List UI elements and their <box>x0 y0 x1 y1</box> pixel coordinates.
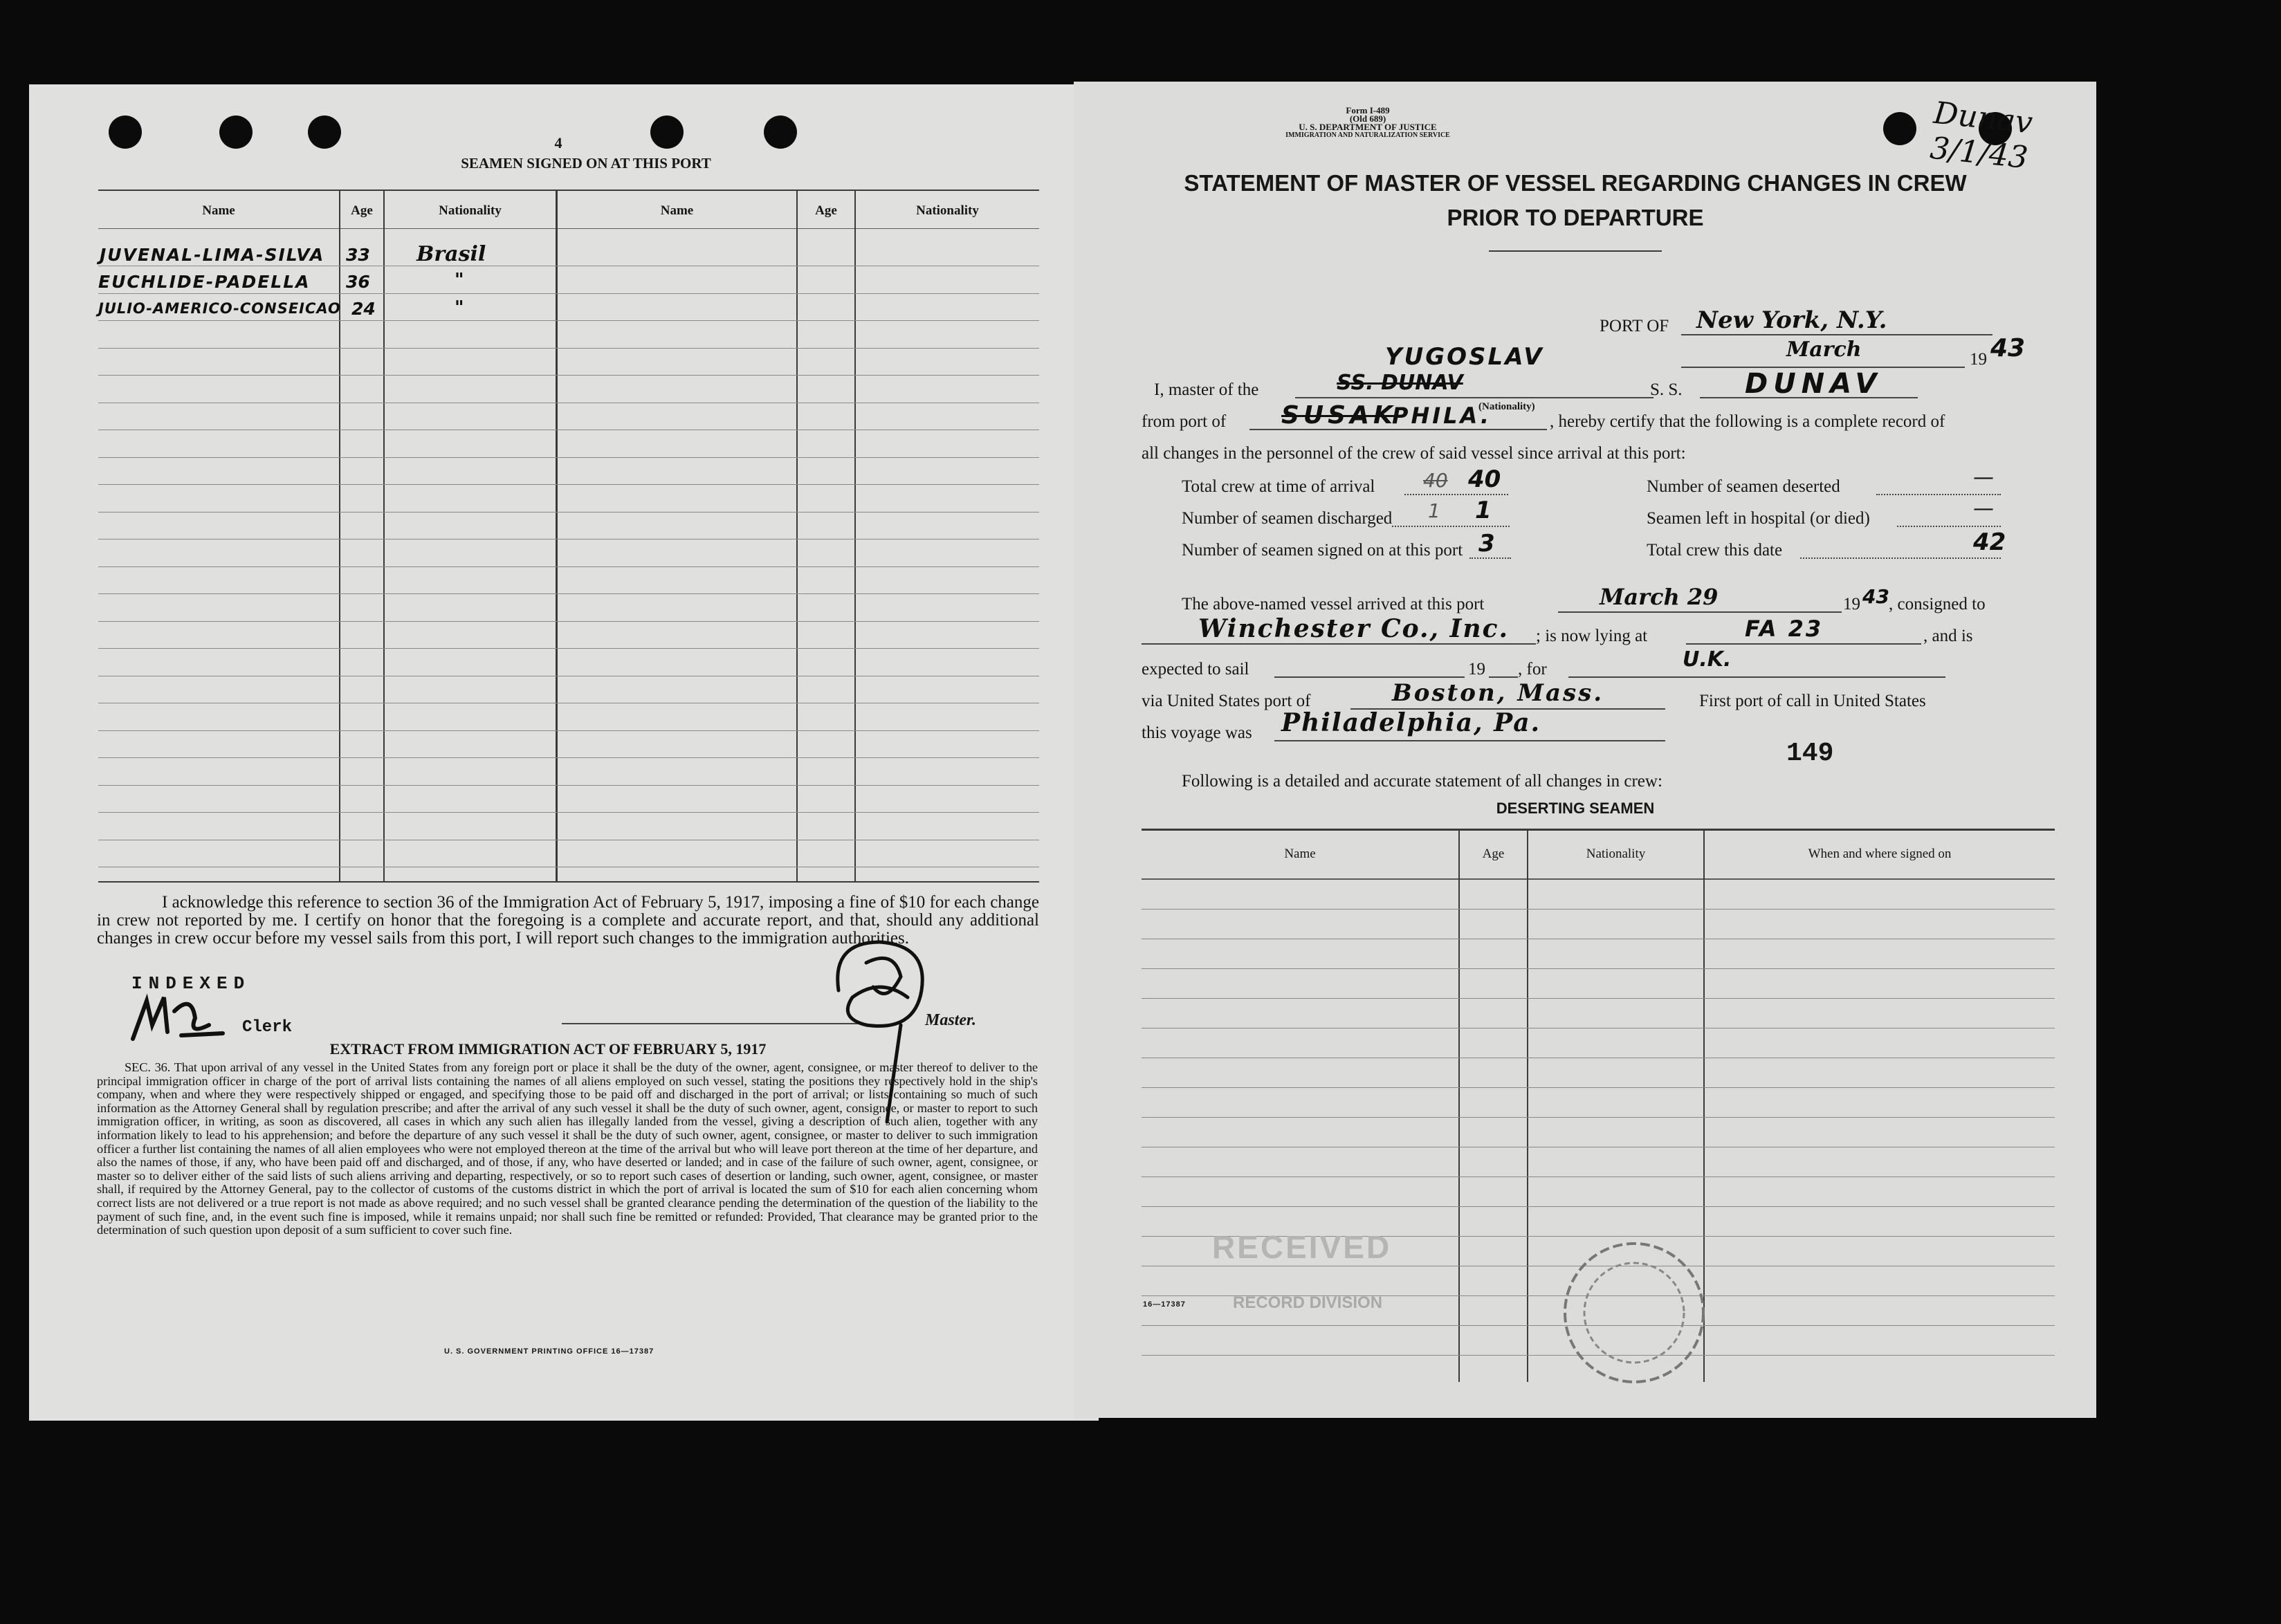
row-rule <box>1142 909 2055 910</box>
acknowledgement-text: I acknowledge this reference to section 36 of the Immigration Act of February 5, 1917, imposing a fine of $10 for each change in crew not reported by me. I certify on honor that the foregoing is a complete and accurate report, and that, should any additional changes in crew occur before my vessel sails from this port, I will report such changes to the immigration authorities. <box>97 893 1039 948</box>
leader-dots <box>1469 557 1511 559</box>
circular-seal-stamp <box>1551 1223 1717 1403</box>
desert-col-header-age: Age <box>1482 847 1505 861</box>
table-bottom-rule <box>98 881 1039 883</box>
consignee-value: Winchester Co., Inc. <box>1198 614 1510 643</box>
col-header-age: Age <box>351 203 373 218</box>
ss-label: S. S. <box>1650 380 1683 399</box>
for-label: , for <box>1518 660 1547 679</box>
record-division-stamp: RECORD DIVISION <box>1233 1293 1383 1312</box>
desert-header-rule <box>1142 878 2055 880</box>
table-top-rule <box>98 190 1039 191</box>
arrived-value: March 29 <box>1600 584 1719 610</box>
signature-line <box>562 1023 866 1024</box>
hospital-value: — <box>1973 497 1994 521</box>
date-month: March <box>1786 338 1862 362</box>
col-header-nationality-2: Nationality <box>916 203 979 218</box>
col-header-name: Name <box>202 203 235 218</box>
row-rule <box>98 785 1039 786</box>
arrived-label: The above-named vessel arrived at this port <box>1182 595 1485 613</box>
title-line-1: STATEMENT OF MASTER OF VESSEL REGARDING CHANGES IN CREW <box>1184 170 1967 196</box>
expected-label: expected to sail <box>1142 660 1249 679</box>
row-3-nationality: " <box>455 297 464 318</box>
row-rule <box>98 457 1039 458</box>
hospital-label: Seamen left in hospital (or died) <box>1647 509 1870 528</box>
nationality-value: YUGOSLAV <box>1385 343 1544 371</box>
from-port-label: from port of <box>1142 412 1227 431</box>
desert-col-header-name: Name <box>1284 847 1316 861</box>
via-value: Boston, Mass. <box>1392 679 1604 707</box>
expected-year-prefix: 19 <box>1468 660 1485 679</box>
page-number: 4 <box>554 134 562 151</box>
left-page <box>29 84 1099 1421</box>
row-rule <box>98 566 1039 567</box>
desert-col-header-signed-on: When and where signed on <box>1808 847 1952 861</box>
and-is-label: , and is <box>1923 627 1973 645</box>
row-rule <box>1142 1087 2055 1088</box>
consigned-label: , consigned to <box>1889 595 1986 613</box>
section-title: SEAMEN SIGNED ON AT THIS PORT <box>461 155 711 172</box>
total-crew-arrival-struck: 40 <box>1423 469 1448 492</box>
row-rule <box>98 593 1039 594</box>
following-text: Following is a detailed and accurate statement of all changes in crew: <box>1182 772 1662 791</box>
master-label: Master. <box>925 1011 977 1029</box>
from-port-struck: SUSAK <box>1281 401 1397 430</box>
row-1-age: 33 <box>346 245 370 265</box>
printing-code: 16—17387 <box>1143 1300 1186 1309</box>
header-rule <box>98 228 1039 229</box>
arrived-year-value: 43 <box>1862 585 1889 608</box>
changes-text: all changes in the personnel of the crew of said vessel since arrival at this port: <box>1142 444 1686 463</box>
extract-title: EXTRACT FROM IMMIGRATION ACT OF FEBRUARY 5, 1917 <box>329 1040 767 1058</box>
certify-text: , hereby certify that the following is a complete record of <box>1550 412 1945 431</box>
leader-dots <box>1897 526 2001 527</box>
department: U. S. DEPARTMENT OF JUSTICE <box>1299 122 1437 132</box>
handwritten-corner-note: Dunav 3/1/43 <box>1928 95 2035 176</box>
title-line-2: PRIOR TO DEPARTURE <box>1447 205 1704 230</box>
row-rule <box>98 348 1039 349</box>
row-rule <box>98 512 1039 513</box>
master-of-label: I, master of the <box>1154 380 1259 399</box>
deserting-title: DESERTING SEAMEN <box>1496 800 1655 817</box>
arrived-year-prefix: 19 <box>1843 595 1860 613</box>
from-port-value: PHILA. <box>1392 403 1492 429</box>
total-crew-date-value: 42 <box>1973 528 2006 556</box>
struck-vessel-name: SS. DUNAV <box>1337 371 1463 395</box>
consignee-line <box>1142 643 1536 645</box>
leader-dots <box>1404 494 1508 495</box>
leader-dots <box>1392 526 1510 527</box>
voyage-label: this voyage was <box>1142 723 1252 742</box>
printing-office: U. S. GOVERNMENT PRINTING OFFICE 16—17387 <box>444 1347 654 1356</box>
statute-text: SEC. 36. That upon arrival of any vessel in the United States from any foreign port or place it shall be the duty of the owner, agent, consignee, or master thereof to deliver to the principal immigration officer in charge of the port of arrival lists containing the names of all aliens employed on such vessel, stating the positions they respectively hold in the ship's company, when and where they were respectively shipped or engaged, and specifying those to be paid off and discharged in the port of arrival; or lists containing so much of such information as the Attorney General shall by regulation prescribe; and after the arrival of any such vessel it shall be the duty of such owner, agent, consignee, or master to report to such immigration officer, in writing, as soon as discovered, all cases in which any such alien has illegally landed from the vessel, giving a description of such alien, together with any information likely to lead to his apprehension; and before the departure of any such vessel it shall be the duty of such owner, agent, consignee, or master to deliver to such immigration officer a further list containing the names of all alien employees who were not employed thereon at the time of the arrival but who will leave port thereon at the time of her departure, and also the names of those, if any, who have been paid off and discharged, and of those, if any, who have deserted or landed; and in case of the failure of such owner, agent, consignee, or master so to deliver either of the said lists of such aliens arriving and departing, respectively, or so to report such cases of desertion or landing, such owner, agent, consignee, or master shall, if required by the Attorney General, pay to the collector of customs of the customs district in which the port of arrival is located the sum of $10 for each alien concerning whom correct lists are not delivered or a true report is not made as above required; and no such vessel shall be granted clearance pending the determination of the question of the liability to the payment of such fine, and, in the event such fine is imposed, while it remains unpaid; nor shall such fine be remitted or refunded: Provided, That clearance may be granted prior to the determination of such question upon deposit of a sum sufficient to cover such fine. <box>97 1060 1038 1237</box>
row-rule <box>1142 1117 2055 1118</box>
row-rule <box>98 375 1039 376</box>
row-rule <box>1142 998 2055 999</box>
clerk-label: Clerk <box>242 1018 293 1037</box>
date-year-prefix: 19 <box>1970 350 1987 369</box>
total-crew-arrival-label: Total crew at time of arrival <box>1182 477 1375 496</box>
row-rule <box>98 757 1039 758</box>
form-old: (Old 689) <box>1349 113 1386 124</box>
deserted-value: — <box>1973 465 1994 490</box>
row-2-nationality: " <box>455 270 464 290</box>
row-rule <box>98 648 1039 649</box>
arrived-line <box>1558 611 1842 613</box>
expected-year-line <box>1489 676 1518 678</box>
row-rule <box>1142 1206 2055 1207</box>
desert-table-top <box>1142 829 2055 831</box>
discharged-struck: 1 <box>1428 499 1440 522</box>
row-rule <box>98 293 1039 294</box>
row-1-name: JUVENAL-LIMA-SILVA <box>100 245 325 265</box>
row-3-name: JULIO-AMERICO-CONSEICAO <box>98 300 341 317</box>
row-rule <box>1142 968 2055 969</box>
total-crew-date-label: Total crew this date <box>1647 541 1783 560</box>
indexed-stamp: INDEXED <box>131 973 251 994</box>
row-1-nationality: Brasil <box>416 242 486 266</box>
expected-line <box>1274 676 1465 678</box>
row-rule <box>98 621 1039 622</box>
lying-value: FA 23 <box>1745 616 1824 642</box>
row-rule <box>98 812 1039 813</box>
leader-dots <box>1876 494 2001 495</box>
desert-col-header-nationality: Nationality <box>1586 847 1646 861</box>
desert-col-divider <box>1458 829 1460 1382</box>
desert-col-divider <box>1527 829 1528 1382</box>
for-value: U.K. <box>1683 647 1732 672</box>
punch-hole <box>1883 112 1916 145</box>
row-2-name: EUCHLIDE-PADELLA <box>98 272 311 292</box>
row-3-age: 24 <box>351 299 376 319</box>
total-crew-arrival-value: 40 <box>1468 465 1501 493</box>
col-header-nationality: Nationality <box>439 203 502 218</box>
row-2-age: 36 <box>346 272 370 292</box>
right-page <box>1074 82 2096 1418</box>
port-of-value: New York, N.Y. <box>1696 306 1887 334</box>
service: IMMIGRATION AND NATURALIZATION SERVICE <box>1285 131 1450 139</box>
port-of-label: PORT OF <box>1600 317 1669 335</box>
col-header-name-2: Name <box>660 203 694 218</box>
leader-dots <box>1800 557 2001 559</box>
first-port-label: First port of call in United States <box>1699 692 1926 710</box>
via-label: via United States port of <box>1142 692 1311 710</box>
nationality-line <box>1295 397 1654 398</box>
signed-on-label: Number of seamen signed on at this port <box>1182 541 1463 560</box>
for-line <box>1568 676 1945 678</box>
date-year-value: 43 <box>1990 334 2026 362</box>
received-stamp: RECEIVED <box>1212 1229 1392 1265</box>
deserted-label: Number of seamen deserted <box>1647 477 1840 496</box>
ss-value: DUNAV <box>1745 368 1882 400</box>
row-rule <box>98 730 1039 731</box>
lying-label: ; is now lying at <box>1536 627 1648 645</box>
title-rule <box>1489 250 1662 252</box>
form-number: Form I-489 <box>1346 105 1390 116</box>
col-header-age-2: Age <box>815 203 837 218</box>
row-rule <box>98 484 1039 485</box>
voyage-line <box>1274 740 1665 741</box>
form-header <box>1074 107 1662 140</box>
signed-on-value: 3 <box>1478 530 1495 557</box>
row-rule <box>98 320 1039 321</box>
port-of-line <box>1681 334 1993 335</box>
lying-line <box>1686 643 1921 645</box>
stamp-number: 149 <box>1786 739 1834 768</box>
nationality-caption: (Nationality) <box>1478 401 1535 412</box>
voyage-value: Philadelphia, Pa. <box>1281 708 1541 737</box>
discharged-label: Number of seamen discharged <box>1182 509 1393 528</box>
clerk-initials-signature <box>126 984 230 1046</box>
discharged-value: 1 <box>1475 497 1492 524</box>
